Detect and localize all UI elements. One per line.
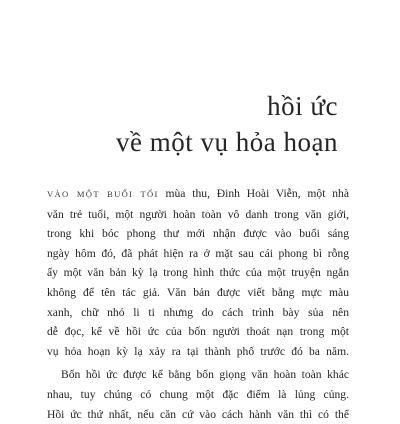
paragraph-1 xyxy=(47,184,349,361)
paragraph-1-line-4: ngày hôm đó, đã phát hiện ra ở mặt sau cái phong bì rỗng xyxy=(47,246,349,260)
chapter-title-line-1: hồi ức xyxy=(267,91,338,121)
chapter-body xyxy=(47,184,349,424)
paragraph-2 xyxy=(47,365,349,424)
lead-in-small-caps: VÀO MỘT BUỔI TỐI xyxy=(47,189,159,199)
paragraph-1-line-6: không để tên tác giả. Văn bản được viết bằng mực màu xyxy=(47,285,349,299)
paragraph-2-line-2: nhau, tuy chúng có chung một đặc điểm là lủng củng. xyxy=(47,387,349,401)
paragraph-1-line-3: trong khi bóc phong thư mới nhận được vào buổi sáng xyxy=(47,227,349,241)
paragraph-1-line-8: dễ đọc, kể về hồi ức của bốn người thoát nạn trong một xyxy=(47,325,349,339)
paragraph-1-line-7: xanh, chữ nhỏ li ti nhưng do cách trình bày sủa nên xyxy=(47,305,349,319)
paragraph-1-line-5: ấy một văn bản kỳ lạ trong hình thức của một truyện ngắn xyxy=(47,266,349,280)
paragraph-1-line-9: vụ hỏa hoạn kỳ lạ xảy ra tại thành phố trước đó ba năm. xyxy=(47,344,349,358)
chapter-title xyxy=(116,88,338,160)
paragraph-1-line-1-text: mùa thu, Đinh Hoài Viễn, một nhà xyxy=(158,187,349,200)
paragraph-2-line-1: Bốn hồi ức được kể bằng bốn giọng văn hoàn toàn khác xyxy=(61,368,349,382)
paragraph-1-line-2: văn trẻ tuổi, một người hoàn toàn vô danh trong văn giới, xyxy=(47,207,349,221)
chapter-title-line-2: về một vụ hỏa hoạn xyxy=(116,127,338,157)
paragraph-1-line-1 xyxy=(47,184,349,205)
paragraph-2-line-3: Hồi ức thứ nhất, nếu căn cứ vào cách hành văn thì có thể xyxy=(47,407,349,421)
